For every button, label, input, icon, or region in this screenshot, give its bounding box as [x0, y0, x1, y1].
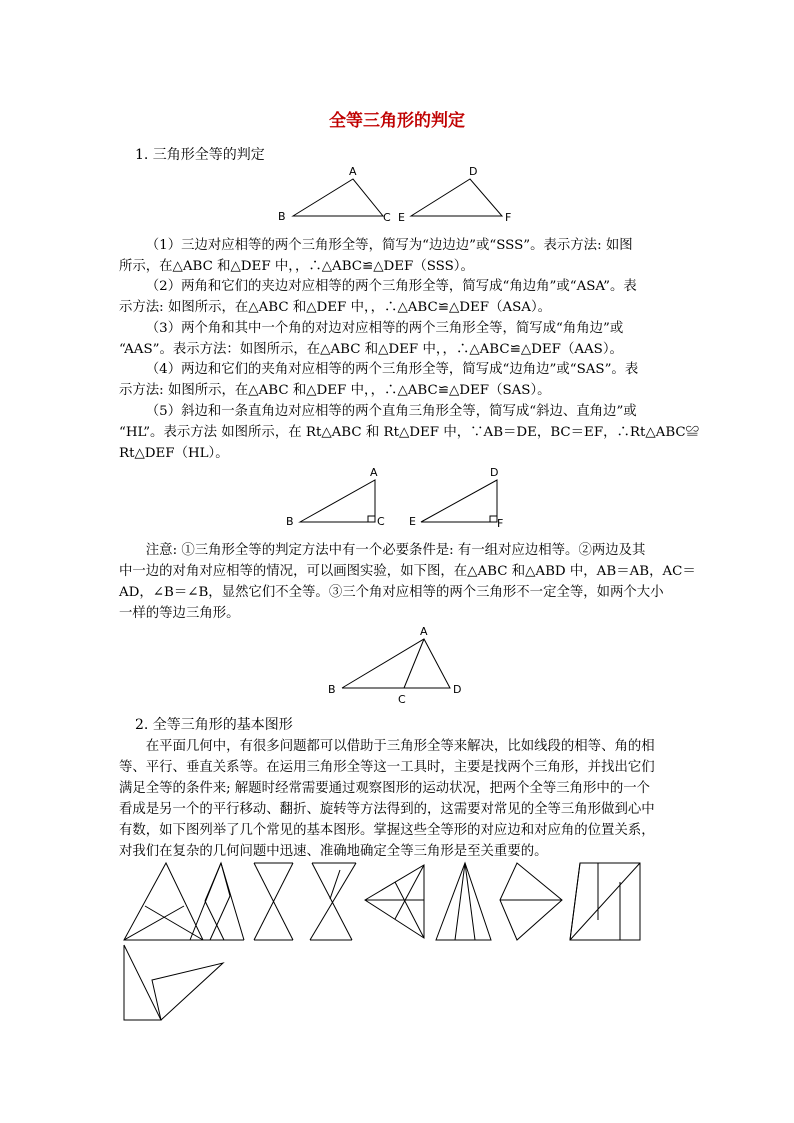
label-B2: B — [286, 515, 294, 528]
rule-hl: （5）斜边和一条直角边对应相等的两个直角三角形全等，简写成“斜边、直角边”或 “HL”。表示方法 如图所示，在 Rt△ABC 和 Rt△DEF 中，∵AB＝DE，BC＝EF，∴Rt△ABC≌ Rt△DEF（HL）。 — [119, 404, 700, 461]
label-E2: E — [409, 515, 416, 528]
section-2-heading: 2. 全等三角形的基本图形 — [135, 717, 293, 733]
section-2-paragraph: 在平面几何中，有很多问题都可以借助于三角形全等来解决，比如线段的相等、角的相 等、平行、垂直关系等。在运用三角形全等这一工具时，主要是找两个三角形，并找出它们 满足全等的条件来; 解题时经常需要通过观察图形的运动状况，把两个全等三角形中的一个 看成是另一个的平行移动、翻折、旋转等方法得到的，这需要对常见的全等三角形做到心中 有数，如下图列举了几个常见的基本图形。掌握这些全等形的对应边和对应角的位置关系， 对我们在复杂的几何问题中迅速、准确地确定全等三角形是至关重要的。 — [119, 739, 655, 859]
rule-aas: （3）两个角和其中一个角的对边对应相等的两个三角形全等，简写成“角角边”或 “AAS”。表示方法：如图所示，在△ABC 和△DEF 中，，∴△ABC≌△DEF（AAS）。 — [119, 321, 624, 357]
label-C1: C — [383, 211, 391, 224]
label-D2: D — [490, 466, 499, 479]
label-A1: A — [349, 165, 357, 178]
label-A3: A — [420, 625, 428, 638]
rule-asa: （2）两角和它们的夹边对应相等的两个三角形全等，简写成“角边角”或“ASA”。表 示方法: 如图所示，在△ABC 和△DEF 中，，∴△ABC≌△DEF（ASA）。 — [119, 279, 637, 315]
basic-figure-6 — [436, 863, 491, 940]
rule-sas: （4）两边和它们的夹角对应相等的两个三角形全等，简写成“边角边”或“SAS”。表 示方法: 如图所示，在△ABC 和△DEF 中，，∴△ABC≌△DEF（SAS）。 — [119, 362, 639, 398]
label-F1: F — [505, 211, 512, 224]
label-C3: C — [398, 693, 406, 706]
label-D3: D — [453, 683, 462, 696]
label-C2: C — [377, 515, 385, 528]
label-B3: B — [328, 683, 336, 696]
note-paragraph: 注意: ①三角形全等的判定方法中有一个必要条件是: 有一组对应边相等。②两边及其 中一边的对角对应相等的情况，可以画图实验，如下图，在△ABC 和△ABD 中，AB＝AB，AC＝ AD，∠B＝∠B，显然它们不全等。③三个角对应相等的两个三角形不一定全等，如两个大小 一样的等边三角形。 — [119, 543, 696, 621]
basic-figure-3 — [254, 863, 293, 940]
basic-figure-1 — [124, 863, 203, 940]
section-1-heading: 1. 三角形全等的判定 — [135, 147, 265, 163]
basic-figure-8 — [570, 863, 640, 940]
rule-sss: （1）三边对应相等的两个三角形全等，简写为“边边边”或“SSS”。表示方法: 如图 所示，在△ABC 和△DEF 中，，∴△ABC≌△DEF（SSS）。 — [119, 238, 633, 274]
page-title: 全等三角形的判定 — [329, 111, 465, 131]
basic-figure-5 — [365, 865, 424, 938]
basic-figure-9 — [124, 945, 223, 1020]
label-B1: B — [278, 210, 286, 223]
label-D1: D — [469, 165, 478, 178]
label-F2: F — [497, 517, 504, 530]
basic-figure-7 — [500, 863, 562, 940]
label-A2: A — [370, 466, 378, 479]
basic-figure-2 — [190, 863, 244, 940]
label-E1: E — [398, 211, 405, 224]
basic-figure-4 — [310, 863, 356, 940]
